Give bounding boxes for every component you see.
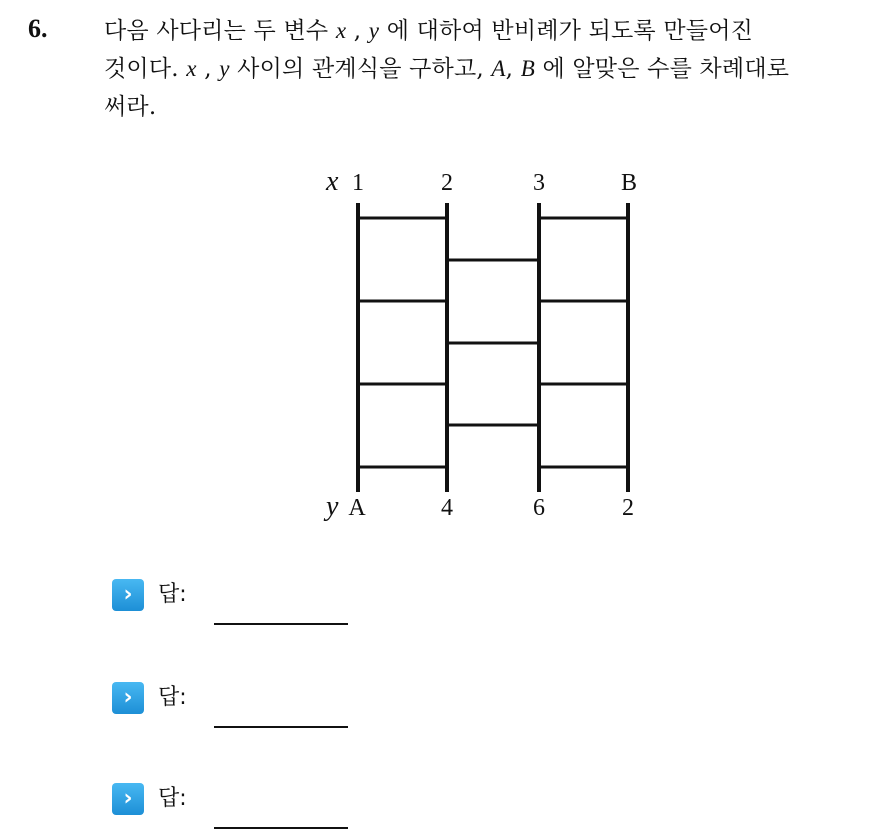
ladder-rungs bbox=[358, 218, 628, 467]
ladder-bottom-label-1: A bbox=[348, 495, 366, 521]
ladder-top-label-4: B bbox=[620, 170, 638, 196]
ladder-top-label-2: 2 bbox=[441, 170, 453, 196]
variable-y: y bbox=[219, 56, 230, 81]
answer-blank-2[interactable] bbox=[214, 726, 348, 728]
ladder-top-variable: x bbox=[326, 166, 339, 197]
ladder-bottom-label-3: 6 bbox=[533, 495, 545, 521]
answer-blank-1[interactable] bbox=[214, 623, 348, 625]
ladder-rails bbox=[358, 203, 628, 492]
ladder-bottom-variable: y bbox=[326, 491, 339, 522]
variable-y: y bbox=[368, 18, 380, 43]
chevron-right-icon: › bbox=[112, 783, 144, 815]
chevron-right-icon: › bbox=[112, 579, 144, 611]
answer-blank-3[interactable] bbox=[214, 827, 348, 829]
variable-x: x bbox=[186, 56, 197, 81]
variable-b: B bbox=[520, 56, 535, 81]
variable-a: A bbox=[491, 56, 506, 81]
question-line-3: 써라. bbox=[104, 94, 157, 120]
answer-row-1 bbox=[112, 579, 372, 629]
answer-label: 답: bbox=[158, 685, 187, 710]
ladder-bottom-label-2: 4 bbox=[441, 495, 453, 521]
question-number: 6. bbox=[28, 14, 48, 43]
answer-label: 답: bbox=[158, 786, 187, 811]
question-line-2: 것이다. x , y 사이의 관계식을 구하고, A, B 에 알맞은 수를 차례대로 bbox=[104, 56, 790, 82]
answer-row-2 bbox=[112, 682, 372, 732]
ladder-bottom-label-4: 2 bbox=[622, 495, 634, 521]
question-line-1: 다음 사다리는 두 변수 x , y 에 대하여 반비례가 되도록 만들어진 bbox=[104, 18, 754, 44]
answer-row-3 bbox=[112, 783, 372, 833]
ladder-top-label-3: 3 bbox=[533, 170, 545, 196]
chevron-right-icon: › bbox=[112, 682, 144, 714]
answer-label: 답: bbox=[158, 582, 187, 607]
ladder-top-label-1: 1 bbox=[352, 170, 364, 196]
variable-x: x bbox=[335, 18, 347, 43]
